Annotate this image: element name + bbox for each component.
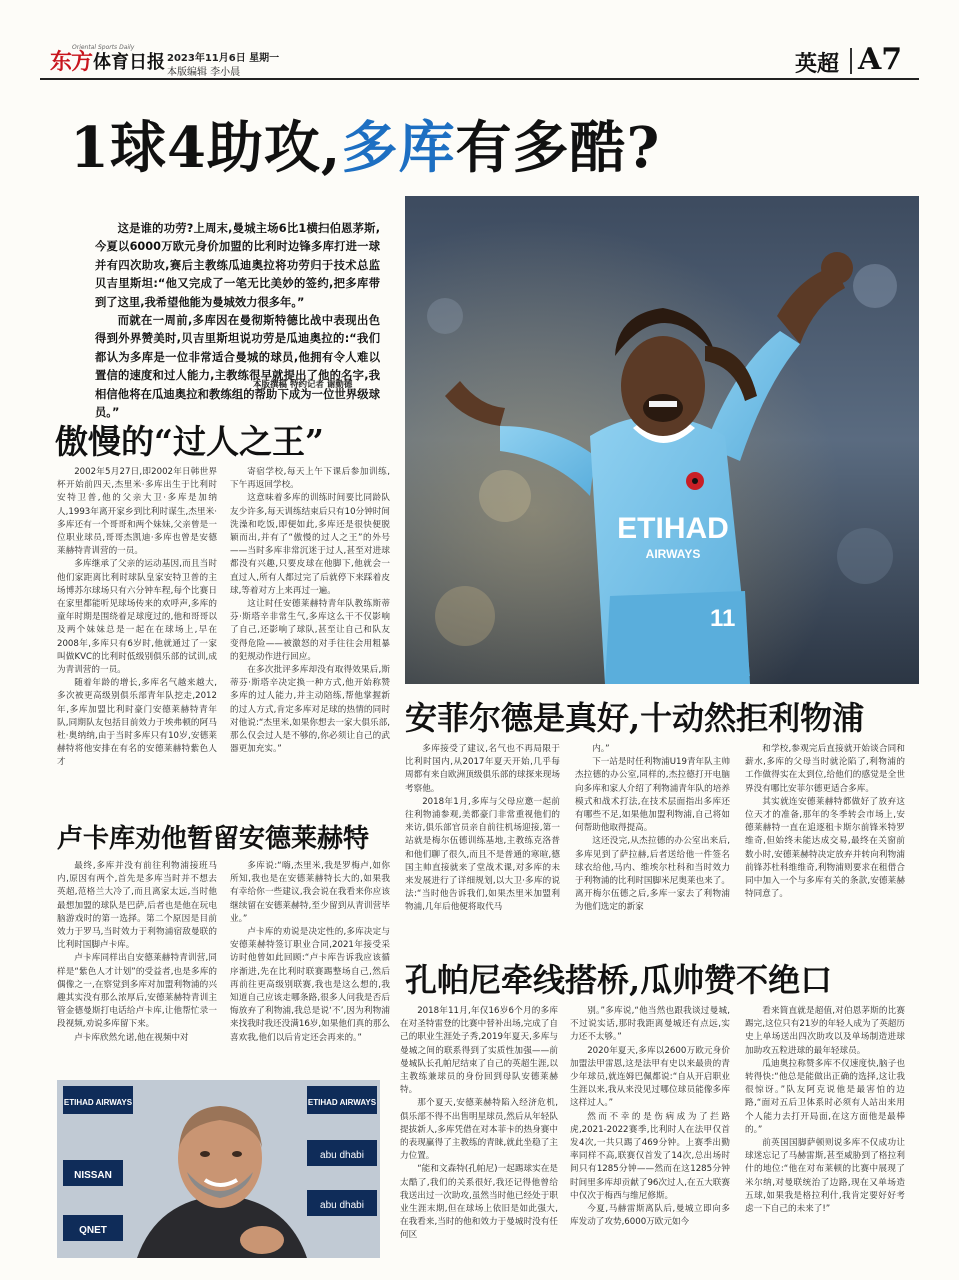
board-text: NISSAN (74, 1170, 112, 1181)
board-text: QNET (79, 1225, 107, 1236)
header-divider (850, 48, 852, 74)
section2-col1: 最终,多库并没有前往利物浦接班马内,原因有两个,首先是多库当时并不想去英超,范格兰大冷了,而且离家太远,当时他最想加盟的球队是巴萨,后者也是他在玩电脑游戏时的第一选择。第二个原因是目前效力于罗马,当时效力于利物浦宿敌曼联的比利时国脚卢卡库。 卢卡库同样出自安德莱赫特青训营,同样是“紫色人才计划”的受益者,也是多库的偶像之一,在察觉到多库对加盟利物浦的兴趣其实没有那么浓厚后,安德莱赫特青训主管金德曼斯打电话给卢卡库,让他帮忙录一段视频,劝说多库留下来。 卢卡库欣然允诺,他在视频中对 (57, 861, 217, 1043)
section4-col3: 看来简直就是超值,对伯恩茅斯的比赛踢完,这位只有21岁的年轻人成为了英超历史上单场送出四次助攻以及单场制造进球加助攻五粒进球的最年轻球员。 瓜迪奥拉称赞多库不仅速度快,脑子也转得快:“他总是能做出正确的选择,这让我很惊讶。”队友阿克说他是最害怕的边路,“面对五后卫体系时必须有人站出来用个人能力去打开局面,在这方面他是最棒的。” 前英国国脚萨顿则说多库不仅成功让球迷忘记了马赫雷斯,甚至威胁到了格拉利什的地位:“他在对布莱顿的比赛中展现了米尔纳,对曼联统治了边路,现在又单场造五球,如果我是格拉利什,我肯定要好好考虑一下自己的未来了!” (745, 1006, 905, 1215)
section-title-3: 安菲尔德是真好,十动然拒利物浦 (405, 699, 865, 737)
section3-col3: 和学校,参观完后直接就开始谈合同和薪水,多库的父母当时就沦陷了,利物浦的工作做得实在太到位,给他们的感觉是全世界没有哪比安菲尔德更适合多库。 其实就连安德莱赫特都做好了放弃这位天才的准备,那年的冬季转会市场上,安德莱赫特一直在追逐租卡斯尔前锋米特罗维奇,但始终未能达成交易,最终在关窗前数小时,安德莱赫特决定放弃并转向利物浦前锋苏杜科维维奇,利物浦则要求在租借合同中加入一个与多库有关的条款,安德莱赫特同意了。 (745, 744, 905, 900)
section2-col2: 多库说:“嗨,杰里米,我是罗梅卢,如你所知,我也是在安德莱赫特长大的,如果我有幸给你一些建议,我会说在我看来你应该继续留在安德莱赫特,至少留到从青训营毕业。” 卢卡库的劝说是决定性的,多库决定与安德莱赫特签订职业合同,2021年接受采访时他曾如此回顾:“卢卡库告诉我应该循序渐进,先在比利时联赛踢整场自己,然后再前往更高级别联赛,我也是这么想的,我知道自己应该走哪条路,很多人问我是否后悔放弃了利物浦,我总是说‘不’,因为利物浦来找我时我还没满16岁,如果他们真的那么喜欢我,他们以后肯定还会再来的。” (230, 861, 390, 1043)
section1-col2: 寄宿学校,每天上午下课后参加训练,下午再返回学校。 这意味着多库的训练时间要比同龄队友少许多,每天训练结束后只有10分钟时间洗澡和吃饭,即便如此,多库还是很快便脱颖而出,并有了“傲慢的过人之王”的外号——当时多库非常沉迷于过人,甚至对进球都没有兴趣,只要皮球在他脚下,他就会一直过人,所有人都过完了后就停下来踩着皮球,等着对方上来再过一遍。 这让时任安德莱赫特青年队教练斯蒂芬·斯塔辛非常生气,多库这么干不仅影响了自己,还影响了球队,甚至让自己和队友变得危险——被激怒的对手往往会用粗暴的犯规动作进行回应。 在多次批评多库却没有取得效果后,斯蒂芬·斯塔辛决定换一种方式,他开始称赞多库的过人能力,并主动陪练,帮他掌握新的过人方式,肯定多库对足球的热情的同时对他说:“杰里米,如果你想去一家大俱乐部,那么仅会过人是不够的,你必须让自己的武器更加充实。” (230, 467, 390, 755)
main-headline: 1球4助攻,多库有多酷? (70, 115, 661, 181)
masthead-name: 体育日报 (93, 52, 165, 73)
board-text: abu dhabi (320, 1200, 364, 1211)
board-text: ETIHAD AIRWAYS (307, 1098, 377, 1107)
section-title-4: 孔帕尼牵线搭桥,瓜帅赞不绝口 (405, 961, 833, 999)
issue-date: 2023年11月6日 星期一 (167, 53, 280, 64)
board-text: ETIHAD AIRWAYS (63, 1098, 133, 1107)
section4-col2: 别。”多库说,“他当然也跟我谈过曼城,不过说实话,那时我距离曼城还有点远,实力还不太够。” 2020年夏天,多库以2600万欧元身价加盟法甲雷恩,这是法甲有史以来最贵的青少年球员,就连姆巴佩都说:“自从开启职业生涯以来,我从来没见过哪位球员能像多库这样过人。” 然而不幸的是伤病成为了拦路虎,2021-2022赛季,比利时人在法甲仅首发4次,一共只踢了469分钟。上赛季出勤率同样不高,联赛仅首发了14次,总出场时间只有1285分钟——然而在这1285分钟时间里多库却贡献了96次过人,在五大联赛中仅次于梅西与维尼修斯。 今夏,马赫雷斯离队后,曼城立即向多库发动了攻势,6000万欧元如今 (570, 1006, 730, 1228)
guardiola-press-photo (57, 1080, 380, 1258)
intro-paragraph: 这是谁的功劳?上周末,曼城主场6比1横扫伯恩茅斯,今夏以6000万欧元身价加盟的比利时边锋多库打进一球并有四次助攻,赛后主教练瓜迪奥拉将功劳归于技术总监贝吉里斯坦:“他又完成了一笔无比美妙的签约,把多库带到了这里,我希望他能为曼城效力很多年。” (95, 222, 380, 309)
section-title-1: 傲慢的“过人之王” (55, 422, 324, 461)
board-text: abu dhabi (320, 1150, 364, 1161)
section-label: 英超 (795, 52, 840, 77)
section-title-2: 卢卡库劝他暂留安德莱赫特 (57, 824, 370, 854)
shirt-sponsor: ETIHAD (617, 512, 729, 545)
intro-block (95, 220, 380, 422)
header-rule (40, 78, 919, 80)
page-editor: 本版编辑 李小晨 (167, 67, 241, 78)
section3-col2: 内。” 下一站是时任利物浦U19青年队主帅杰拉德的办公室,同样的,杰拉德打开电脑向多库和家人介绍了利物浦青年队的培养模式和战术打法,在技术层面指出多库还有哪些不足,如果他加盟利物浦,自己将如何帮助他取得提高。 这还没完,从杰拉德的办公室出来后,多库见到了萨拉赫,后者送给他一件签名球衣给他,马内、维埃尔杜科和当时效力于利物浦的比利时国脚米尼奥莱也来了。离开梅尔伍德之后,多库一家去了利物浦为他们选定的新家 (575, 744, 730, 913)
masthead-logo: 东方 (50, 50, 93, 75)
doku-celebration-photo (405, 196, 919, 684)
shirt-sponsor-sub: AIRWAYS (645, 547, 701, 561)
byline: 本版撰稿 特约记者 谢勤德 (253, 380, 353, 390)
shirt-number: 11 (710, 605, 736, 632)
section4-col1: 2018年11月,年仅16岁6个月的多库在对圣特雷登的比赛中替补出场,完成了自己的职业生涯处子秀,2019年夏天,多库与曼城之间的联系得到了实质性加强——前曼城队长孔帕尼结束了自己的英超生涯,以主教练兼球员的身份回到母队安德莱赫特。 那个夏天,安德莱赫特陷入经济危机,俱乐部不得不出售明星球员,然后从年轻队提拔新人,多库凭借在对本菲卡的热身赛中的表现赢得了主教练的青睐,就此坐稳了主力位置。 “能和文森特(孔帕尼)一起踢球实在是太酷了,我们的关系很好,我还记得他曾给我送出过一次助攻,虽然当时他已经处于职业生涯末期,但在球场上依旧是如此强大,在我看来,当时的他和效力于曼城时没有任何区 (400, 1006, 558, 1241)
masthead-tagline: Oriental Sports Daily (72, 44, 135, 51)
page-number: A7 (858, 42, 903, 77)
intro-paragraph: 而就在一周前,多库因在曼彻斯特德比战中表现出色得到外界赞美时,贝吉里斯坦说功劳是瓜迪奥拉的:“我们都认为多库是一位非常适合曼城的球员,他拥有令人难以置信的速度和过人能力,主教练很早就提出了他的名字,我相信他将在瓜迪奥拉和教练组的帮助下成为一位世界级球员。” (95, 314, 380, 420)
section1-col1: 2002年5月27日,即2002年日韩世界杯开始前四天,杰里米·多库出生于比利时安特卫普,他的父亲大卫·多库是加纳人,1993年离开家乡到比利时谋生,杰里米·多库还有一个哥哥和两个妹妹,父亲曾是一位职业球员,哥哥杰凯迪·多库也曾是安德莱赫特青训营的一员。 多库继承了父亲的运动基因,而且当时他们家距离比利时球队皇家安特卫普的主场博苏尔球场只有六分钟车程,每个比赛日在家里都能听见球场传来的欢呼声,多库的童年时期是围绕着足球度过的,他和哥哥以及两个妹妹总是一起在在球场上,早在2008年,多库只有6岁时,他就通过了一家叫做KVC的比利时低级别俱乐部的试训,成为青训营的一员。 随着年龄的增长,多库名气越来越大,多次被更高级别俱乐部青年队挖走,2012年,多库加盟比利时豪门安德莱赫特青年队,同期队友包括目前效力于埃弗顿的阿马杜·奥纳纳,由于当时多库只有10岁,安德莱赫特将他安排在有名的安德莱赫特紫色人才 (57, 467, 217, 766)
section3-col1: 多库接受了建议,名气也不再局限于比利时国内,从2017年夏天开始,几乎每周都有来自欧洲顶级俱乐部的球探来现场考察他。 2018年1月,多库与父母应邀一起前往利物浦参观,美都豪门非常重视他们的来访,俱乐部官员亲自前往机场迎接,第一站就是梅尔伍德训练基地,主教练克洛普和他们聊了很久,而且不是普通的寒暄,德国主帅直接就来了堂战术课,对多库的未来发展进行了详细规划,以大卫·多库的说法:“当时他告诉我们,如果杰里米加盟利物浦,几年后他便将取代马 (405, 744, 560, 913)
